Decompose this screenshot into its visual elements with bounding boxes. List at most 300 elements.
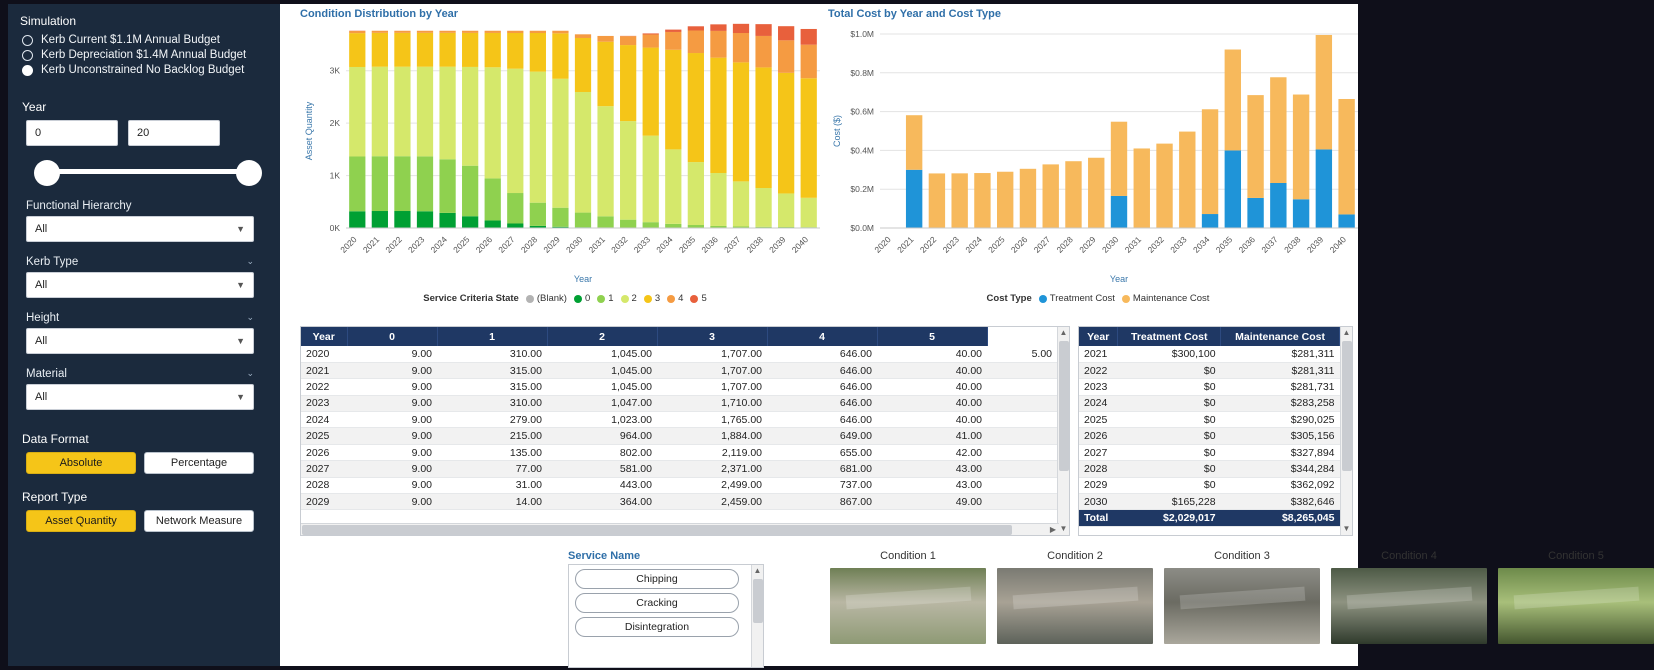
filter-label-functional-hierarchy	[26, 200, 254, 212]
table-cell	[987, 379, 1057, 395]
legend-item[interactable]	[690, 293, 706, 304]
table-cell: 2022	[301, 379, 347, 395]
legend-color-icon	[574, 295, 582, 303]
radio-label: Kerb Current $1.1M Annual Budget	[41, 34, 221, 46]
svg-text:2027: 2027	[1031, 234, 1053, 255]
table-cell: $0	[1118, 395, 1221, 411]
column-header[interactable]: 3	[657, 327, 767, 346]
table-cell: 737.00	[767, 477, 877, 493]
table-cell: 41.00	[877, 428, 987, 444]
year-max-input[interactable]: 20	[128, 120, 220, 146]
condition-table[interactable]	[300, 326, 1070, 536]
table-cell: 9.00	[347, 428, 437, 444]
radio-icon	[22, 35, 33, 46]
svg-text:2029: 2029	[541, 234, 562, 255]
column-header[interactable]: Maintenance Cost	[1221, 327, 1340, 346]
legend-item[interactable]	[574, 293, 590, 304]
filter-dropdown-material[interactable]	[26, 384, 254, 410]
table-cell: 2028	[301, 477, 347, 493]
table-cell: 9.00	[347, 412, 437, 428]
table-cell: $0	[1118, 444, 1221, 460]
condition-column	[830, 550, 986, 644]
radio-label: Kerb Unconstrained No Backlog Budget	[41, 64, 245, 76]
svg-text:3K: 3K	[329, 65, 340, 76]
legend-item[interactable]	[597, 293, 613, 304]
condition-chart-legend	[300, 293, 830, 304]
svg-text:2025: 2025	[986, 234, 1007, 255]
svg-text:2027: 2027	[496, 234, 517, 255]
svg-text:2038: 2038	[1282, 234, 1303, 255]
service-list-scrollbar[interactable]	[751, 565, 763, 667]
table-total-cell: $8,265,045	[1221, 510, 1340, 526]
filter-dropdown-kerb-type[interactable]	[26, 272, 254, 298]
condition-column	[1331, 550, 1487, 644]
photo-highlight	[845, 586, 970, 608]
table-cell: 655.00	[767, 444, 877, 460]
svg-text:2031: 2031	[586, 234, 607, 255]
column-header[interactable]: 1	[437, 327, 547, 346]
table-cell	[987, 362, 1057, 378]
svg-text:2030: 2030	[1099, 234, 1121, 255]
svg-text:2021: 2021	[895, 234, 916, 255]
condition-table-vscrollbar[interactable]	[1057, 327, 1069, 535]
filter-dropdown-height[interactable]	[26, 328, 254, 354]
svg-text:$0.4M: $0.4M	[850, 145, 874, 156]
cost-table-vscrollbar[interactable]	[1340, 327, 1352, 535]
table-cell: 135.00	[437, 444, 547, 460]
table-cell	[987, 477, 1057, 493]
filter-label-text: Material	[26, 368, 67, 380]
table-cell: 2021	[301, 362, 347, 378]
condition-table-hscrollbar[interactable]	[301, 523, 1059, 535]
condition-caption: Condition 1	[880, 550, 936, 562]
scroll-thumb[interactable]	[1342, 341, 1352, 471]
table-cell: 49.00	[877, 494, 987, 510]
table-cell: 2,459.00	[657, 494, 767, 510]
table-row[interactable]	[301, 362, 1057, 378]
table-cell: 2,371.00	[657, 461, 767, 477]
svg-text:2034: 2034	[1191, 234, 1212, 255]
cost-table[interactable]	[1078, 326, 1353, 536]
table-cell: 215.00	[437, 428, 547, 444]
condition-distribution-chart	[300, 8, 830, 308]
svg-text:2032: 2032	[1145, 234, 1166, 255]
scroll-up-icon[interactable]: ▲	[1342, 328, 1351, 337]
svg-text:2033: 2033	[1168, 234, 1189, 255]
chevron-down-icon: ▼	[236, 336, 245, 346]
column-header[interactable]: Treatment Cost	[1118, 327, 1221, 346]
table-cell: 1,884.00	[657, 428, 767, 444]
svg-text:Year: Year	[573, 274, 593, 284]
table-cell	[987, 412, 1057, 428]
table-cell: 43.00	[877, 461, 987, 477]
filter-value: All	[35, 335, 48, 347]
table-cell: $382,646	[1221, 494, 1340, 510]
svg-text:2023: 2023	[940, 234, 962, 255]
condition-chart-svg	[300, 20, 830, 288]
legend-label: (Blank)	[536, 293, 567, 304]
table-cell: 42.00	[877, 444, 987, 460]
svg-text:2037: 2037	[1259, 234, 1280, 255]
service-list-item[interactable]: Disintegration	[575, 617, 739, 637]
table-cell	[987, 395, 1057, 411]
data-format-title: Data Format	[22, 432, 89, 446]
table-cell: 443.00	[547, 477, 657, 493]
photo-highlight	[1179, 586, 1304, 608]
table-cell: 2021	[1079, 346, 1118, 362]
chevron-down-icon[interactable]: ⌄	[246, 256, 254, 266]
table-cell: 2026	[1079, 428, 1118, 444]
radio-option-depreciation[interactable]	[22, 49, 270, 61]
table-cell: 2023	[301, 395, 347, 411]
legend-label: 0	[584, 293, 591, 304]
chevron-down-icon: ▼	[236, 392, 245, 402]
table-cell: 9.00	[347, 379, 437, 395]
simulation-title: Simulation	[20, 14, 77, 28]
radio-option-unconstrained[interactable]	[22, 64, 270, 76]
table-cell: 2029	[1079, 477, 1118, 493]
table-cell: 279.00	[437, 412, 547, 428]
table-row[interactable]	[1079, 395, 1340, 411]
table-row[interactable]	[1079, 379, 1340, 395]
radio-option-current[interactable]	[22, 34, 270, 46]
table-cell: 310.00	[437, 346, 547, 362]
svg-text:2024: 2024	[963, 234, 984, 255]
table-cell: $0	[1118, 379, 1221, 395]
year-min-input[interactable]: 0	[26, 120, 118, 146]
legend-item[interactable]	[667, 293, 683, 304]
condition-photo[interactable]	[1164, 568, 1320, 644]
condition-column	[1164, 550, 1320, 644]
legend-label: 2	[631, 293, 637, 304]
legend-label: Maintenance Cost	[1132, 293, 1210, 304]
svg-text:$0.0M: $0.0M	[850, 223, 874, 233]
svg-text:2023: 2023	[405, 234, 427, 255]
legend-color-icon	[644, 295, 652, 303]
table-cell: 2027	[301, 461, 347, 477]
table-row[interactable]	[301, 461, 1057, 477]
table-cell	[987, 494, 1057, 510]
table-cell: 2024	[1079, 395, 1118, 411]
condition-photo[interactable]	[830, 568, 986, 644]
table-cell: 9.00	[347, 477, 437, 493]
condition-caption: Condition 4	[1381, 550, 1437, 562]
table-header-row	[301, 327, 1057, 346]
service-list-item[interactable]: Chipping	[575, 569, 739, 589]
table-cell: $281,311	[1221, 346, 1340, 362]
svg-text:$1.0M: $1.0M	[850, 29, 874, 39]
table-cell: 40.00	[877, 395, 987, 411]
table-cell: 310.00	[437, 395, 547, 411]
data-format-absolute-button[interactable]: Absolute	[26, 452, 136, 474]
table-cell: $0	[1118, 362, 1221, 378]
table-cell: 2023	[1079, 379, 1118, 395]
report-page	[8, 4, 1604, 666]
legend-label: 1	[608, 293, 614, 304]
table-row[interactable]	[1079, 428, 1340, 444]
table-cell: 9.00	[347, 362, 437, 378]
table-cell: 681.00	[767, 461, 877, 477]
svg-text:2025: 2025	[451, 234, 472, 255]
table-cell: 646.00	[767, 362, 877, 378]
cost-chart-svg	[828, 20, 1368, 288]
legend-item[interactable]	[621, 293, 637, 304]
svg-text:$0.2M: $0.2M	[850, 184, 874, 195]
table-cell: 40.00	[877, 379, 987, 395]
table-cell: 77.00	[437, 461, 547, 477]
table-cell: 646.00	[767, 412, 877, 428]
service-name-list[interactable]	[568, 564, 764, 668]
svg-text:2039: 2039	[1304, 234, 1326, 255]
table-cell: $300,100	[1118, 346, 1221, 362]
table-cell: 1,045.00	[547, 362, 657, 378]
table-cell: $0	[1118, 412, 1221, 428]
legend-label: 3	[654, 293, 661, 304]
scroll-thumb[interactable]	[753, 579, 763, 623]
table-row[interactable]	[301, 379, 1057, 395]
table-cell: 40.00	[877, 362, 987, 378]
chevron-down-icon[interactable]: ⌄	[246, 312, 254, 322]
table-cell: $281,731	[1221, 379, 1340, 395]
svg-text:2028: 2028	[1054, 234, 1075, 255]
chevron-down-icon: ▼	[236, 224, 245, 234]
chevron-down-icon[interactable]: ⌄	[246, 368, 254, 378]
svg-text:1K: 1K	[329, 170, 340, 181]
year-title: Year	[22, 100, 47, 114]
table-row[interactable]	[301, 346, 1057, 362]
condition-column	[1498, 550, 1654, 644]
slider-handle-max[interactable]	[236, 160, 262, 186]
table-cell: 5.00	[987, 346, 1057, 362]
chevron-down-icon: ▼	[236, 280, 245, 290]
table-cell: 364.00	[547, 494, 657, 510]
table-cell: 9.00	[347, 395, 437, 411]
table-cell: 9.00	[347, 346, 437, 362]
table-cell: $305,156	[1221, 428, 1340, 444]
svg-text:2040: 2040	[789, 234, 811, 255]
table-cell: $0	[1118, 461, 1221, 477]
legend-item[interactable]	[644, 293, 660, 304]
data-format-toggle	[26, 452, 270, 474]
cost-table-grid	[1079, 327, 1340, 527]
chart-title-cost: Total Cost by Year and Cost Type	[828, 8, 1001, 20]
svg-text:2026: 2026	[473, 234, 495, 255]
table-cell: 9.00	[347, 461, 437, 477]
table-cell: 43.00	[877, 477, 987, 493]
cost-chart-legend	[828, 293, 1368, 304]
table-row[interactable]	[1079, 494, 1340, 510]
column-header[interactable]: 5	[877, 327, 987, 346]
total-cost-chart	[828, 8, 1368, 308]
table-cell: 1,710.00	[657, 395, 767, 411]
filter-value: All	[35, 279, 48, 291]
table-cell: 2,499.00	[657, 477, 767, 493]
condition-photo[interactable]	[1331, 568, 1487, 644]
table-row[interactable]	[1079, 461, 1340, 477]
condition-caption: Condition 3	[1214, 550, 1270, 562]
table-cell: 1,047.00	[547, 395, 657, 411]
svg-text:2026: 2026	[1008, 234, 1030, 255]
svg-text:2022: 2022	[917, 234, 939, 255]
svg-text:2020: 2020	[338, 234, 359, 255]
svg-text:2022: 2022	[383, 234, 404, 255]
table-cell: 31.00	[437, 477, 547, 493]
column-header[interactable]: 2	[547, 327, 657, 346]
table-cell: 646.00	[767, 346, 877, 362]
filter-label-kerb-type	[26, 256, 254, 268]
filter-dropdown-functional-hierarchy[interactable]	[26, 216, 254, 242]
photo-highlight	[1012, 586, 1137, 608]
report-type-network-measure-button[interactable]: Network Measure	[144, 510, 254, 532]
service-list-item[interactable]: Cracking	[575, 593, 739, 613]
svg-text:$0.8M: $0.8M	[850, 67, 874, 78]
svg-text:Asset Quantity: Asset Quantity	[304, 101, 314, 161]
table-cell: 2026	[301, 444, 347, 460]
table-total-cell: Total	[1079, 510, 1118, 526]
svg-text:0K: 0K	[329, 223, 340, 233]
table-cell: $283,258	[1221, 395, 1340, 411]
scroll-up-icon[interactable]: ▲	[753, 566, 762, 575]
table-cell: 2,119.00	[657, 444, 767, 460]
table-cell	[987, 428, 1057, 444]
table-cell: 2025	[301, 428, 347, 444]
table-cell: 646.00	[767, 395, 877, 411]
table-cell: 964.00	[547, 428, 657, 444]
legend-title: Cost Type	[986, 293, 1032, 304]
slider-handle-min[interactable]	[34, 160, 60, 186]
legend-item[interactable]	[1122, 293, 1210, 304]
table-row[interactable]	[301, 494, 1057, 510]
scroll-down-icon[interactable]: ▼	[1342, 524, 1351, 533]
table-cell: 2024	[301, 412, 347, 428]
year-range-slider[interactable]	[26, 156, 266, 186]
svg-text:2034: 2034	[654, 234, 675, 255]
table-cell: 9.00	[347, 444, 437, 460]
filter-value: All	[35, 223, 48, 235]
column-header[interactable]: 0	[347, 327, 437, 346]
table-total-cell: $2,029,017	[1118, 510, 1221, 526]
legend-color-icon	[526, 295, 534, 303]
svg-text:Cost ($): Cost ($)	[832, 114, 842, 148]
legend-item[interactable]	[1039, 293, 1115, 304]
data-format-percentage-button[interactable]: Percentage	[144, 452, 254, 474]
svg-text:2K: 2K	[329, 118, 340, 129]
table-row[interactable]	[301, 444, 1057, 460]
table-cell: 1,707.00	[657, 379, 767, 395]
table-cell: 2020	[301, 346, 347, 362]
table-cell: 40.00	[877, 412, 987, 428]
svg-text:2030: 2030	[563, 234, 585, 255]
legend-title: Service Criteria State	[423, 293, 519, 304]
table-cell: $0	[1118, 428, 1221, 444]
table-cell: $327,894	[1221, 444, 1340, 460]
svg-text:2031: 2031	[1122, 234, 1144, 255]
table-cell: 1,045.00	[547, 346, 657, 362]
service-name-title: Service Name	[568, 550, 641, 562]
svg-text:2032: 2032	[609, 234, 630, 255]
legend-label: 4	[678, 293, 684, 304]
condition-photo[interactable]	[1498, 568, 1654, 644]
table-row[interactable]	[301, 428, 1057, 444]
svg-text:2033: 2033	[631, 234, 653, 255]
slider-track	[40, 169, 252, 174]
scroll-down-icon[interactable]: ▼	[1059, 524, 1068, 533]
filter-label-height	[26, 312, 254, 324]
table-cell: 315.00	[437, 362, 547, 378]
svg-text:2037: 2037	[721, 234, 743, 255]
svg-text:2039: 2039	[767, 234, 788, 255]
table-cell: $362,092	[1221, 477, 1340, 493]
table-row[interactable]	[301, 412, 1057, 428]
table-cell: $281,311	[1221, 362, 1340, 378]
table-cell: 2027	[1079, 444, 1118, 460]
filter-label-text: Functional Hierarchy	[26, 200, 132, 212]
svg-text:2036: 2036	[1236, 234, 1257, 255]
legend-color-icon	[1122, 295, 1130, 303]
radio-icon-selected	[22, 65, 33, 76]
table-cell	[987, 444, 1057, 460]
table-row[interactable]	[1079, 412, 1340, 428]
table-row[interactable]	[301, 477, 1057, 493]
table-row[interactable]	[301, 395, 1057, 411]
scroll-right-icon[interactable]: ▶	[1049, 525, 1057, 534]
legend-label: 5	[701, 293, 707, 304]
table-row[interactable]	[1079, 362, 1340, 378]
svg-text:2020: 2020	[872, 234, 893, 255]
svg-text:2024: 2024	[428, 234, 449, 255]
column-header[interactable]: Year	[301, 327, 347, 346]
table-row[interactable]	[1079, 346, 1340, 362]
svg-text:2038: 2038	[744, 234, 765, 255]
scroll-thumb[interactable]	[302, 525, 1012, 535]
table-cell: 1,023.00	[547, 412, 657, 428]
table-row[interactable]	[1079, 477, 1340, 493]
table-cell: 2030	[1079, 494, 1118, 510]
table-cell: $290,025	[1221, 412, 1340, 428]
legend-color-icon	[690, 295, 698, 303]
table-cell: 2029	[301, 494, 347, 510]
legend-color-icon	[1039, 295, 1047, 303]
legend-item[interactable]	[526, 293, 567, 304]
svg-text:2035: 2035	[676, 234, 698, 255]
filter-label-text: Kerb Type	[26, 256, 79, 268]
column-header[interactable]: Year	[1079, 327, 1118, 346]
table-cell: 315.00	[437, 379, 547, 395]
report-type-asset-quantity-button[interactable]: Asset Quantity	[26, 510, 136, 532]
filter-label-material	[26, 368, 254, 380]
table-cell: 9.00	[347, 494, 437, 510]
report-canvas	[280, 4, 1604, 666]
scroll-thumb[interactable]	[1059, 341, 1069, 471]
table-cell: 802.00	[547, 444, 657, 460]
table-header-row	[1079, 327, 1340, 346]
filters-sidebar	[8, 4, 280, 666]
condition-caption: Condition 2	[1047, 550, 1103, 562]
table-cell: 1,707.00	[657, 362, 767, 378]
svg-text:2029: 2029	[1077, 234, 1098, 255]
table-cell: 867.00	[767, 494, 877, 510]
svg-text:2040: 2040	[1327, 234, 1349, 255]
scroll-up-icon[interactable]: ▲	[1059, 328, 1068, 337]
condition-photo[interactable]	[997, 568, 1153, 644]
table-cell: 646.00	[767, 379, 877, 395]
service-items	[569, 565, 751, 667]
table-cell: 14.00	[437, 494, 547, 510]
chart-title-condition: Condition Distribution by Year	[300, 8, 459, 20]
table-row[interactable]	[1079, 444, 1340, 460]
column-header[interactable]: 4	[767, 327, 877, 346]
radio-label: Kerb Depreciation $1.4M Annual Budget	[41, 49, 247, 61]
